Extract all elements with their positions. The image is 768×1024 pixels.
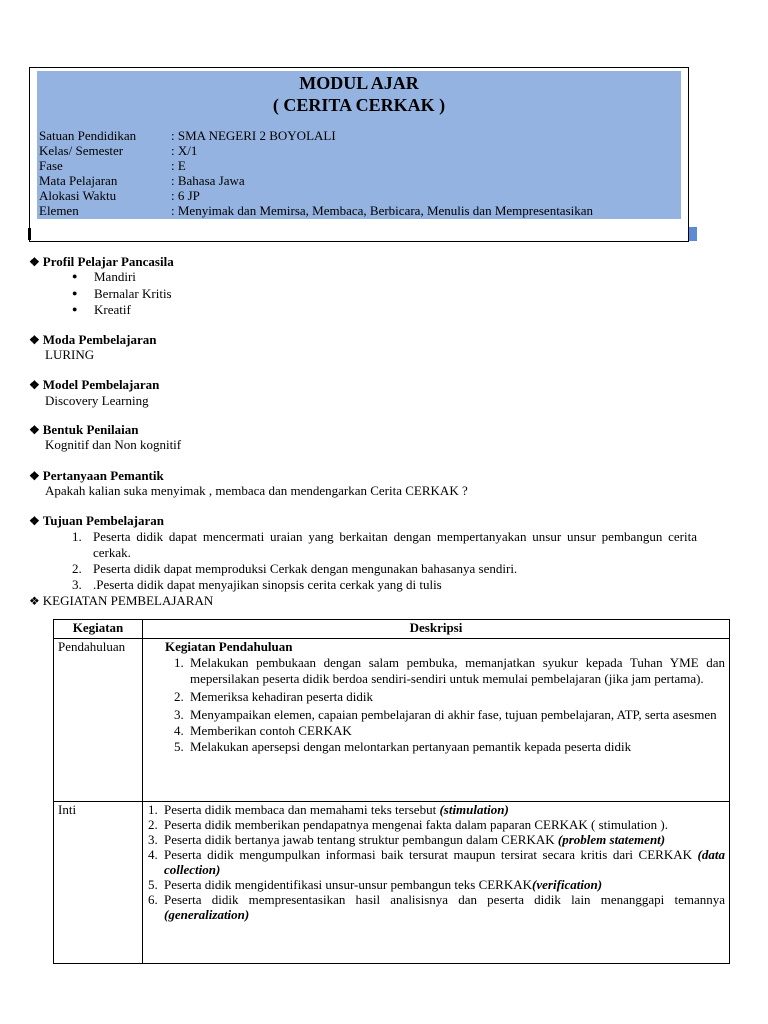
list-item: 5. Peserta didik mengidentifikasi unsur-unsur pembangun teks CERKAK(verification) [161,877,725,892]
diamond-bullet-icon: ❖ [29,469,40,483]
list-item: ● Mandiri [72,269,136,284]
diamond-bullet-icon: ❖ [29,378,40,392]
table-row [54,802,730,964]
list-item: 3. Menyampaikan elemen, capaian pembelajaran di akhir fase, tujuan pembelajaran, ATP, serta asesmen [187,707,725,723]
section-text-pemantik: Apakah kalian suka menyimak , membaca dan mendengarkan Cerita CERKAK ? [45,483,468,498]
header-blue-tab [689,227,697,241]
list-item: ● Bernalar Kritis [72,286,172,301]
diamond-bullet-icon: ❖ [29,423,40,437]
list-item: 1. Peserta didik membaca dan memahami teks tersebut (stimulation) [161,802,725,817]
list-item: 1. Melakukan pembukaan dengan salam pembuka, memanjatkan syukur kepada Tuhan YME dan mepersilakan peserta didik berdoa sendiri-sendiri untuk memulai pembelajaran (jika jam pertama). [187,655,725,687]
list-item: 2. Peserta didik memberikan pendapatnya mengenai fakta dalam paparan CERKAK ( stimulation ). [161,817,725,832]
section-heading-pemantik: ❖ Pertanyaan Pemantik [29,468,164,483]
document-title: MODUL AJAR [299,73,419,93]
pendahuluan-list [147,655,725,755]
table-header-row [54,620,730,639]
row-desc-inti [143,802,730,964]
info-value: : SMA NEGERI 2 BOYOLALI [171,128,336,143]
bullet-dot-icon: ● [72,304,78,314]
info-label: Kelas/ Semester [39,143,124,158]
info-value: : E [171,158,186,173]
bullet-dot-icon: ● [72,288,78,298]
info-label: Elemen [39,203,79,218]
list-item: 2. Memeriksa kehadiran peserta didik [187,689,725,705]
list-item: 3. Peserta didik bertanya jawab tentang struktur pembangun dalam CERKAK (problem statement) [161,832,725,847]
info-label: Fase [39,158,63,173]
section-heading-moda: ❖ Moda Pembelajaran [29,332,157,347]
row-label-inti: Inti [54,802,143,964]
list-item: 4. Memberikan contoh CERKAK [187,723,725,739]
document-subtitle: ( CERITA CERKAK ) [272,95,446,115]
info-row-kelas [39,143,197,158]
info-row-satuan [39,128,336,143]
section-text-penilaian: Kognitif dan Non kognitif [45,437,182,452]
diamond-bullet-icon: ❖ [29,333,40,347]
info-label: Mata Pelajaran [39,173,118,188]
table-row [54,639,730,802]
kegiatan-subheading: Kegiatan Pendahuluan [165,639,293,654]
section-text-moda: LURING [45,347,95,362]
list-item: 3. .Peserta didik dapat menyajikan sinopsis cerita cerkak yang di tulis [72,577,442,592]
info-value: : Bahasa Jawa [171,173,245,188]
diamond-bullet-icon: ❖ [29,255,40,269]
column-header-deskripsi: Deskripsi [143,620,730,639]
info-row-mapel [39,173,245,188]
section-heading-model: ❖ Model Pembelajaran [29,377,160,392]
info-value: : Menyimak dan Memirsa, Membaca, Berbicara, Menulis dan Mempresentasikan [171,203,594,218]
list-item: 6. Peserta didik mempresentasikan hasil analisisnya dan peserta didik lain menanggapi temannya (generalization) [161,892,725,922]
info-row-alokasi [39,188,200,203]
info-row-fase [39,158,186,173]
section-heading-penilaian: ❖ Bentuk Penilaian [29,422,139,437]
diamond-bullet-icon: ❖ [29,514,40,528]
info-row-elemen [39,203,593,218]
section-heading-profil: ❖ Profil Pelajar Pancasila [29,254,174,269]
list-item: 2. Peserta didik dapat memproduksi Cerkak dengan mengunakan bahasanya sendiri. [72,561,518,576]
kegiatan-table [53,619,730,964]
info-label: Satuan Pendidikan [39,128,137,143]
header-left-mark [28,228,31,240]
bullet-dot-icon: ● [72,271,78,281]
list-item: 4. Peserta didik mengumpulkan informasi baik tersurat maupun tersirat secara kritis dari CERKAK (data collection) [161,847,725,877]
section-heading-kegiatan: ❖ KEGIATAN PEMBELAJARAN [29,593,214,608]
row-desc-pendahuluan [143,639,730,802]
info-value: : 6 JP [171,188,200,203]
info-value: : X/1 [171,143,198,158]
list-item: ● Kreatif [72,302,131,317]
list-item: 1. Peserta didik dapat mencermati uraian yang berkaitan dengan mempertanyakan unsur unsur pembangun cerita cerkak. [72,529,697,560]
row-label-pendahuluan: Pendahuluan [54,639,143,802]
list-item: 5. Melakukan apersepsi dengan melontarkan pertanyaan pemantik kepada peserta didik [187,739,725,755]
section-text-model: Discovery Learning [45,393,149,408]
column-header-kegiatan: Kegiatan [54,620,143,639]
inti-list [143,802,725,922]
section-heading-tujuan: ❖ Tujuan Pembelajaran [29,513,164,528]
info-label: Alokasi Waktu [39,188,117,203]
diamond-bullet-icon: ❖ [29,594,40,608]
